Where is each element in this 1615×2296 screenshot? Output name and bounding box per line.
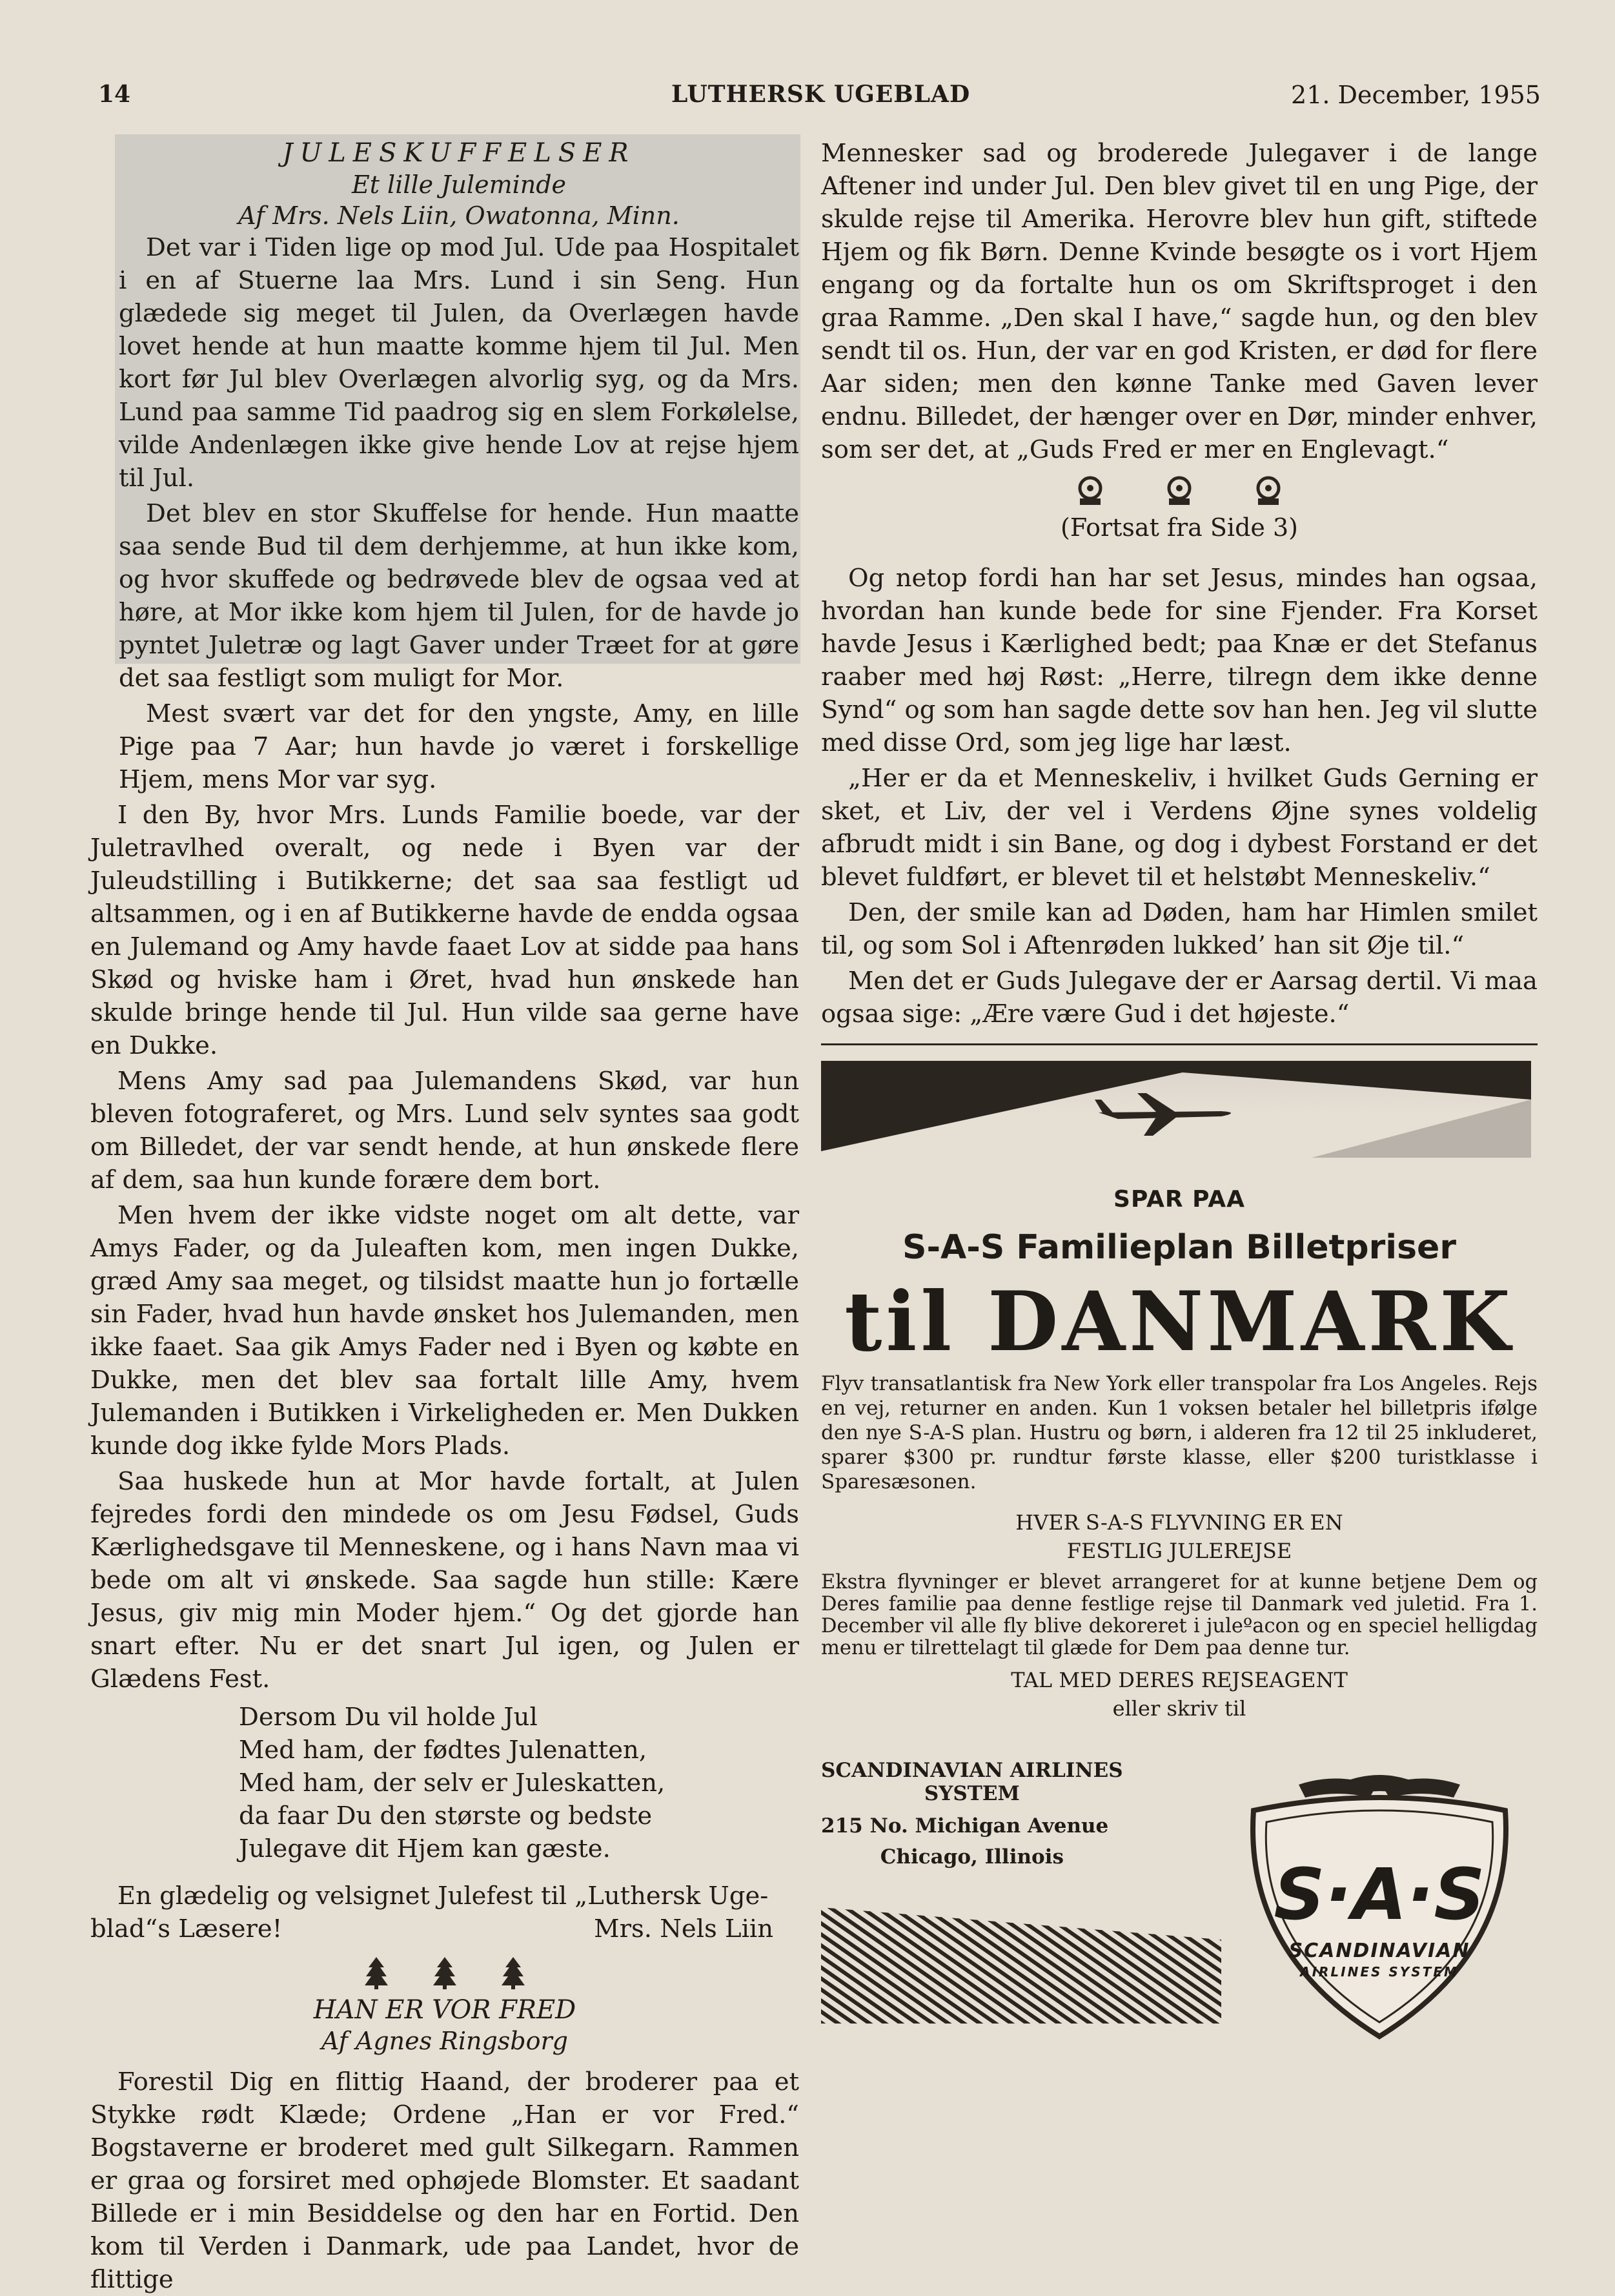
masthead: LUTHERSK UGEBLAD [671,81,971,108]
paragraph: Det var i Tiden lige op mod Jul. Ude paa Hospitalet i en af Stuerne laa Mrs. Lund i sin Seng. Hun glædede sig meget til Julen, da Overlægen havde lovet hende at hun maatte komme hjem til Jul. Men kort før Jul blev Overlægen alvorlig syg, og da Mrs. Lund paa samme Tid paadrog sig en slem Forkølelse, vilde Andenlægen ikke give hende Lov at rejse hjem til Jul. [119,233,799,493]
paragraph: Det blev en stor Skuffelse for hende. Hun maatte saa sende Bud til dem derhjemme, at hun ikke kom, og hvor skuffede og bedrøvede blev de ogsaa ved at høre, at Mor ikke kom hjem til Julen, for de havde jo pyntet Juletræ og lagt Gaver under Træet for at gøre det saa festligt som muligt for Mor. [119,499,799,693]
continued-label: (Fortsat fra Side 3) [1061,513,1298,542]
article2-title: HAN ER VOR FRED [313,1995,576,2025]
paragraph: „Her er da et Menneskeliv, i hvilket Guds Gerning er sket, et Liv, der vel i Verdens Øjne synes voldelig afbrudt midt i sin Bane, og dog i dybest Forstand er det blevet fuldført, er blevet til et helstøbt Menneskeliv.“ [821,764,1538,892]
ornament-row [821,474,1538,507]
paragraph: Men det er Guds Julegave der er Aarsag dertil. Vi maa ogsaa sige: „Ære være Gud i det højeste.“ [821,967,1538,1029]
diagonal-stripes [821,1881,1221,2024]
publication-date: 21. December, 1955 [1291,81,1541,109]
logo-main: S·A·S [1274,1853,1485,1936]
tree-icon [433,1957,456,1989]
address-line: SCANDINAVIAN AIRLINES [821,1759,1123,1782]
article-title: JULESKUFFELSER [282,138,636,168]
closing-line: En glædelig og velsignet Julefest til „Luthersk Uge- [117,1881,769,1911]
address-line: 215 No. Michigan Avenue [821,1814,1109,1838]
divider [821,1043,1538,1045]
left-column [90,137,799,2296]
ad-call-to-action: eller skriv til [1112,1696,1246,1721]
poem-line: Med ham, der selv er Juleskatten, [239,1768,665,1798]
poem-line: Med ham, der fødtes Julenatten, [239,1736,647,1765]
article-byline: Af Mrs. Nels Liin, Owatonna, Minn. [238,201,680,230]
signature: Mrs. Nels Liin [594,1914,773,1943]
ad-heading: S-A-S Familieplan Billetpriser [902,1228,1456,1267]
wreath-icon [1253,474,1284,507]
sas-logo [1228,1759,1531,2043]
poem-line: Julegave dit Hjem kan gæste. [239,1834,611,1863]
address-line: Chicago, Illinois [880,1845,1064,1869]
advertisement [821,1061,1538,2043]
ad-subheading: HVER S-A-S FLYVNING ER EN [1015,1510,1343,1535]
ad-address [821,1759,1123,1869]
logo-line: SCANDINAVIAN [1288,1940,1470,1962]
paragraph: Men hvem der ikke vidste noget om alt dette, var Amys Fader, og da Juleaften kom, men ingen Dukke, græd Amy saa meget, og tilsidst maatte hun jo fortælle sin Fader, hvad hun havde ønsket hos Julemanden, men ikke faaet. Saa gik Amys Fader ned i Byen og købte en Dukke, men det blev saa fortalt lille Amy, hvem Julemanden i Butikken i Virkeligheden er. Men Dukken kunde dog ikke fylde Mors Plads. [90,1201,799,1461]
closing-line: blad“s Læsere! [90,1914,283,1943]
poem [239,1701,799,1865]
paragraph: Mens Amy sad paa Julemandens Skød, var hun bleven fotograferet, og Mrs. Lund selv syntes saa godt om Billedet, der var sendt hende, at hun ønskede flere af dem, saa hun kunde forære dem bort. [90,1067,799,1194]
ad-subheading: FESTLIG JULEREJSE [1066,1539,1292,1563]
wreath-icon [1164,474,1195,507]
tree-icon [365,1957,388,1989]
address-line: SYSTEM [924,1782,1020,1805]
paragraph: Saa huskede hun at Mor havde fortalt, at Julen fejredes fordi den mindede os om Jesu Fødsel, Guds Kærlighedsgave til Menneskene, og i hans Navn maa vi bede om alt vi ønskede. Saa sagde hun stille: Kære Jesus, giv mig min Moder hjem.“ Og det gjorde han snart efter. Nu er det snart Jul igen, og Julen er Glædens Fest. [90,1467,799,1694]
article2-byline: Af Agnes Ringsborg [321,2027,568,2055]
wreath-icon [1075,474,1106,507]
ornament-row [90,1957,799,1989]
paragraph: Og netop fordi han har set Jesus, mindes han ogsaa, hvordan han kunde bede for sine Fjender. Fra Korset havde Jesus i Kærlighed bedt; paa Knæ er det Stefanus raaber med høj Røst: „Herre, tilregn dem ikke denne Synd“ og som han sagde dette sov han hen. Jeg vil slutte med disse Ord, som jeg lige har læst. [821,564,1538,757]
page-number: 14 [98,81,131,108]
poem-line: Dersom Du vil holde Jul [239,1703,538,1732]
ad-banner [821,1061,1531,1158]
ad-footer [821,1759,1538,2043]
right-column [821,137,1538,2043]
tree-icon [502,1957,525,1989]
ad-headline: til DANMARK [844,1274,1514,1369]
logo-line: AIRLINES SYSTEM [1300,1964,1459,1980]
ad-call-to-action: TAL MED DERES REJSEAGENT [1011,1668,1348,1692]
ad-body: Flyv transatlantisk fra New York eller transpolar fra Los Angeles. Rejs en vej, returner en anden. Kun 1 voksen betaler hel billetpris ifølge den nye S-A-S plan. Hustru og børn, i alderen fra 12 til 25 inkluderet, sparer $300 pr. rundtur første klasse, eller $200 turistklasse i Sparesæsonen. [821,1372,1538,1493]
paragraph: Mennesker sad og broderede Julegaver i de lange Aftener ind under Jul. Den blev givet til en ung Pige, der skulde rejse til Amerika. Herovre blev hun gift, stiftede Hjem og fik Børn. Denne Kvinde besøgte os i vort Hjem engang og da fortalte hun os om Skriftsproget i den graa Ramme. „Den skal I have,“ sagde hun, og den blev sendt til os. Hun, der var en god Kristen, er død for flere Aar siden; men den kønne Tanke med Gaven lever endnu. Billedet, der hænger over en Dør, minder enhver, som ser det, at „Guds Fred er mer en Englevagt.“ [821,139,1538,464]
paragraph: Den, der smile kan ad Døden, ham har Himlen smilet til, og som Sol i Aftenrøden lukked’ han sit Øje til.“ [821,898,1538,960]
paragraph: Forestil Dig en flittig Haand, der broderer paa et Stykke rødt Klæde; Ordene „Han er vor Fred.“ Bogstaverne er broderet med gult Silkegarn. Rammen er graa og forsiret med ophøjede Blomster. Et saadant Billede er i min Besiddelse og den har en Fortid. Den kom til Verden i Danmark, ude paa Landet, hvor de flittige [90,2067,799,2294]
ad-body: Ekstra flyvninger er blevet arrangeret for at kunne betjene Dem og Deres familie paa denne festlige rejse til Danmark ved juletid. Fra 1. December vil alle fly blive dekoreret i juleºacon og en speciel helligdag menu er tilrettelagt til glæde for Dem paa denne tur. [821,1571,1538,1659]
paragraph: I den By, hvor Mrs. Lunds Familie boede, var der Juletravlhed overalt, og nede i Byen var der Juleudstilling i Butikkerne; det saa saa festligt ud altsammen, og i en af Butikkerne havde de endda ogsaa en Julemand og Amy havde faaet Lov at sidde paa hans Skød og hviske ham i Øret, hvad hun ønskede han skulde bringe hende til Jul. Hun vilde saa gerne have en Dukke. [90,801,799,1060]
closing [90,1880,799,1945]
poem-line: da faar Du den største og bedste [239,1801,653,1830]
airplane-icon [1092,1087,1247,1138]
article-subtitle: Et lille Juleminde [351,170,567,199]
ad-heading: SPAR PAA [1113,1186,1245,1213]
paragraph: Mest svært var det for den yngste, Amy, en lille Pige paa 7 Aar; hun havde jo været i forskellige Hjem, mens Mor var syg. [119,699,799,794]
